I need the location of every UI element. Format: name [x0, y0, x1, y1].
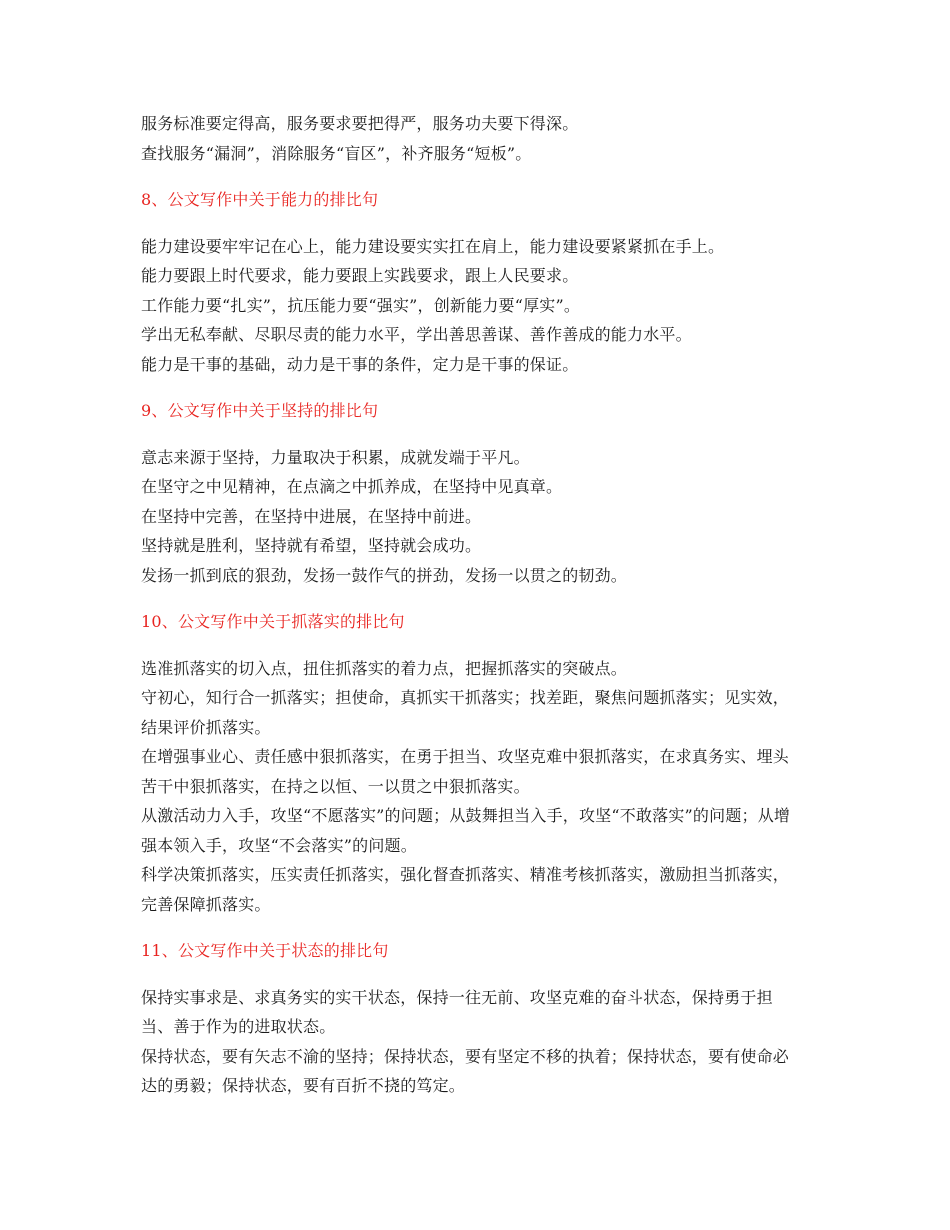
section-heading: 10、公文写作中关于抓落实的排比句 [141, 612, 405, 631]
section-persistence [141, 396, 803, 590]
body-line: 保持实事求是、求真务实的实干状态，保持一往无前、攻坚克难的奋斗状态，保持勇于担当、善于作为的进取状态。 [141, 987, 773, 1036]
body-line: 从激活动力入手，攻坚“不愿落实”的问题；从鼓舞担当入手，攻坚“不敢落实”的问题；从增强本领入手，攻坚“不会落实”的问题。 [141, 806, 791, 855]
section-heading: 8、公文写作中关于能力的排比句 [141, 190, 379, 209]
body-line: 选准抓落实的切入点，扭住抓落实的着力点，把握抓落实的突破点。 [141, 658, 628, 678]
body-line: 发扬一抓到底的狠劲，发扬一鼓作气的拼劲，发扬一以贯之的韧劲。 [141, 565, 628, 585]
body-line: 在坚守之中见精神，在点滴之中抓养成，在坚持中见真章。 [141, 477, 563, 496]
body-line: 服务标准要定得高，服务要求要把得严，服务功夫要下得深。 [141, 114, 579, 133]
body-line: 能力要跟上时代要求，能力要跟上实践要求，跟上人民要求。 [141, 266, 579, 285]
body-line: 在增强事业心、责任感中狠抓落实，在勇于担当、攻坚克难中狠抓落实，在求真务实、埋头苦干中狠抓落实，在持之以恒、一以贯之中狠抓落实。 [141, 747, 790, 796]
section-lines [141, 443, 803, 591]
body-line: 能力建设要牢牢记在心上，能力建设要实实扛在肩上，能力建设要紧紧抓在手上。 [141, 236, 725, 256]
body-line: 学出无私奉献、尽职尽责的能力水平，学出善思善谋、善作善成的能力水平。 [141, 325, 692, 344]
document-body [141, 109, 803, 1101]
body-line: 保持状态，要有矢志不渝的坚持；保持状态，要有坚定不移的执着；保持状态，要有使命必达的勇毅；保持状态，要有百折不挠的笃定。 [141, 1046, 790, 1095]
body-line: 科学决策抓落实，压实责任抓落实，强化督查抓落实、精准考核抓落实，激励担当抓落实，完善保障抓落实。 [141, 865, 790, 914]
body-line: 在坚持中完善，在坚持中进展，在坚持中前进。 [141, 506, 482, 526]
body-line: 能力是干事的基础，动力是干事的条件，定力是干事的保证。 [141, 354, 579, 374]
section-lines [141, 232, 803, 380]
body-line: 坚持就是胜利，坚持就有希望，坚持就会成功。 [141, 536, 482, 555]
section-lines [141, 654, 803, 920]
intro-block [141, 109, 803, 168]
section-lines [141, 983, 803, 1101]
body-line: 工作能力要“扎实”，抗压能力要“强实”，创新能力要“厚实”。 [141, 295, 581, 315]
section-heading: 11、公文写作中关于状态的排比句 [141, 941, 389, 960]
section-implementation [141, 607, 803, 919]
section-state [141, 936, 803, 1101]
section-heading: 9、公文写作中关于坚持的排比句 [141, 401, 379, 420]
section-ability [141, 185, 803, 379]
body-line: 守初心，知行合一抓落实；担使命，真抓实干抓落实；找差距，聚焦问题抓落实；见实效，结果评价抓落实。 [141, 688, 790, 737]
body-line: 意志来源于坚持，力量取决于积累，成就发端于平凡。 [141, 447, 530, 467]
body-line: 查找服务“漏洞”，消除服务“盲区”，补齐服务“短板”。 [141, 143, 532, 163]
